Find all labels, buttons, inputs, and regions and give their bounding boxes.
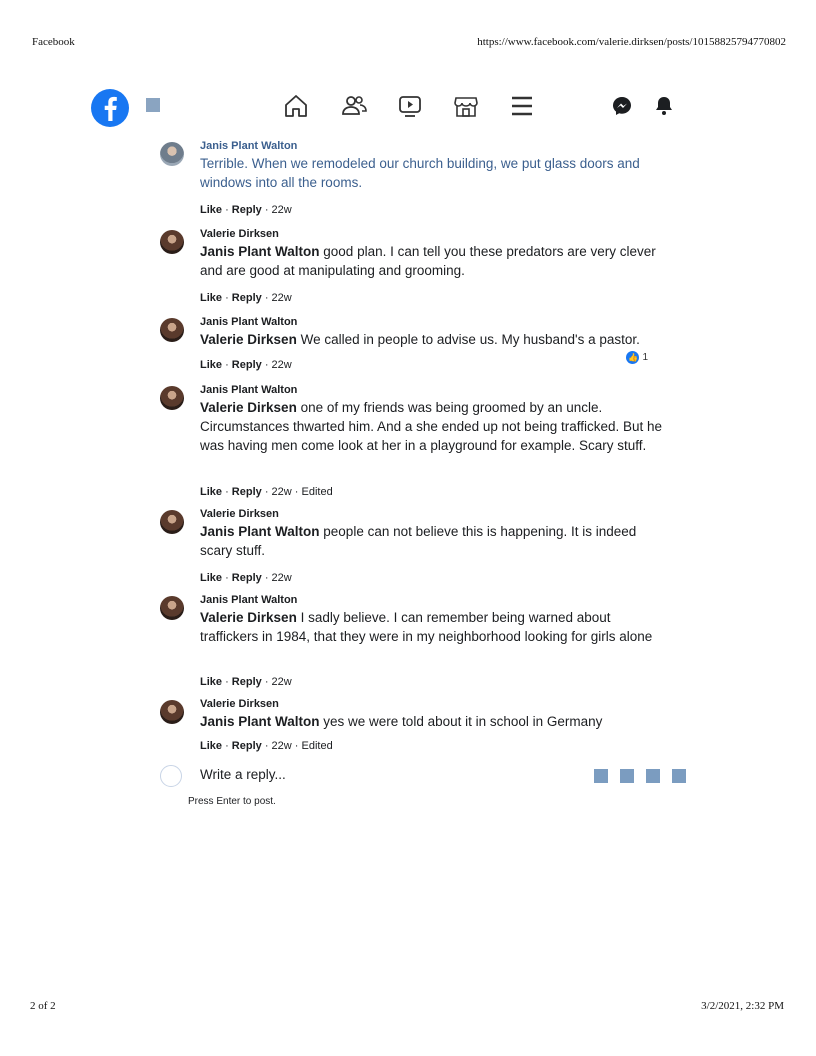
avatar[interactable] [160,596,184,620]
gif-icon[interactable] [646,769,660,783]
sticker-icon[interactable] [672,769,686,783]
avatar[interactable] [160,318,184,342]
print-header-url: https://www.facebook.com/valerie.dirksen/posts/10158825794770802 [477,36,786,48]
comment-author[interactable]: Valerie Dirksen [200,508,279,520]
comment [160,594,680,694]
avatar[interactable] [160,230,184,254]
reaction-count[interactable]: 👍 1 [627,352,648,363]
comment-text: Valerie Dirksen one of my friends was being groomed by an uncle. Circumstances thwarted him. And a she ended up not being trafficked. But he was having men come look at her in a playground for example. Scary stuff. [200,400,663,453]
comment-author[interactable]: Janis Plant Walton [200,594,298,606]
reply-link[interactable]: Reply [231,292,262,304]
reply-composer [160,764,690,788]
avatar[interactable] [160,142,184,166]
mention-link[interactable]: Janis Plant Walton [200,714,320,729]
comment-actions: Like · Reply · 22w [200,204,292,216]
comment-author[interactable]: Valerie Dirksen [200,698,279,710]
comment-author[interactable]: Janis Plant Walton [200,140,298,152]
comment [160,316,680,376]
avatar[interactable] [160,386,184,410]
like-link[interactable]: Like [200,486,223,498]
reply-link[interactable]: Reply [231,204,262,216]
comment-author[interactable]: Janis Plant Walton [200,384,298,396]
comment-actions: Like · Reply · 22w [200,292,292,304]
comment-time[interactable]: 22w [271,676,292,688]
comment-text: Janis Plant Walton yes we were told about it in school in Germany [200,714,603,729]
comment-time[interactable]: 22w [271,204,292,216]
facebook-logo-icon[interactable] [90,88,130,128]
reply-tools [594,769,686,783]
comment-text: Terrible. When we remodeled our church building, we put glass doors and windows into all the rooms. [200,156,640,190]
comment-text: Janis Plant Walton good plan. I can tell you these predators are very clever and are good at manipulating and grooming. [200,244,656,278]
comment-text: Valerie Dirksen I sadly believe. I can remember being warned about traffickers in 1984, that they were in my neighborhood looking for girls alone [200,610,653,644]
comment [160,228,680,308]
reply-link[interactable]: Reply [231,572,262,584]
avatar [160,765,182,787]
mention-link[interactable]: Valerie Dirksen [200,400,297,415]
home-icon[interactable] [282,92,310,120]
comment-time[interactable]: 22w [271,292,292,304]
mention-link[interactable]: Janis Plant Walton [200,524,320,539]
print-header-site: Facebook [32,36,75,48]
comment [160,508,680,588]
camera-icon[interactable] [620,769,634,783]
comment-author[interactable]: Janis Plant Walton [200,316,298,328]
like-link[interactable]: Like [200,292,223,304]
like-reaction-icon: 👍 [627,353,638,362]
reply-link[interactable]: Reply [231,740,262,752]
mention-link[interactable]: Janis Plant Walton [200,244,320,259]
notifications-icon[interactable] [650,92,678,120]
print-footer-page: 2 of 2 [30,1000,56,1012]
marketplace-icon[interactable] [452,92,480,120]
comment-actions: Like · Reply · 22w [200,572,292,584]
comment-actions: Like · Reply · 22w · Edited [200,740,333,752]
avatar[interactable] [160,700,184,724]
comment-time[interactable]: 22w [271,572,292,584]
comment-time[interactable]: 22w [271,740,292,752]
like-link[interactable]: Like [200,359,223,371]
mention-link[interactable]: Valerie Dirksen [200,610,297,625]
watch-icon[interactable] [396,92,424,120]
comment-time[interactable]: 22w [271,359,292,371]
comment-actions: Like · Reply · 22w [200,359,292,371]
edited-label[interactable]: Edited [301,740,333,752]
like-link[interactable]: Like [200,572,223,584]
emoji-icon[interactable] [594,769,608,783]
search-icon[interactable] [146,98,160,112]
reply-input[interactable]: Write a reply... [200,767,286,782]
friends-icon[interactable] [340,92,368,120]
comment-actions: Like · Reply · 22w [200,676,292,688]
like-link[interactable]: Like [200,204,223,216]
comment-actions: Like · Reply · 22w · Edited [200,486,333,498]
comment-time[interactable]: 22w [271,486,292,498]
comment [160,384,680,504]
comment [160,698,680,758]
press-enter-hint: Press Enter to post. [188,796,276,807]
avatar[interactable] [160,510,184,534]
reply-link[interactable]: Reply [231,359,262,371]
top-navigation [90,86,680,130]
messenger-icon[interactable] [608,92,636,120]
comment-text: Valerie Dirksen We called in people to advise us. My husband's a pastor. [200,332,640,347]
comment-text: Janis Plant Walton people can not believe this is happening. It is indeed scary stuff. [200,524,637,558]
menu-icon[interactable] [508,92,536,120]
reply-link[interactable]: Reply [231,486,262,498]
mention-link[interactable]: Valerie Dirksen [200,332,297,347]
comment [160,140,680,220]
edited-label[interactable]: Edited [301,486,333,498]
like-link[interactable]: Like [200,740,223,752]
like-link[interactable]: Like [200,676,223,688]
reply-link[interactable]: Reply [231,676,262,688]
print-footer-datetime: 3/2/2021, 2:32 PM [701,1000,784,1012]
comment-author[interactable]: Valerie Dirksen [200,228,279,240]
